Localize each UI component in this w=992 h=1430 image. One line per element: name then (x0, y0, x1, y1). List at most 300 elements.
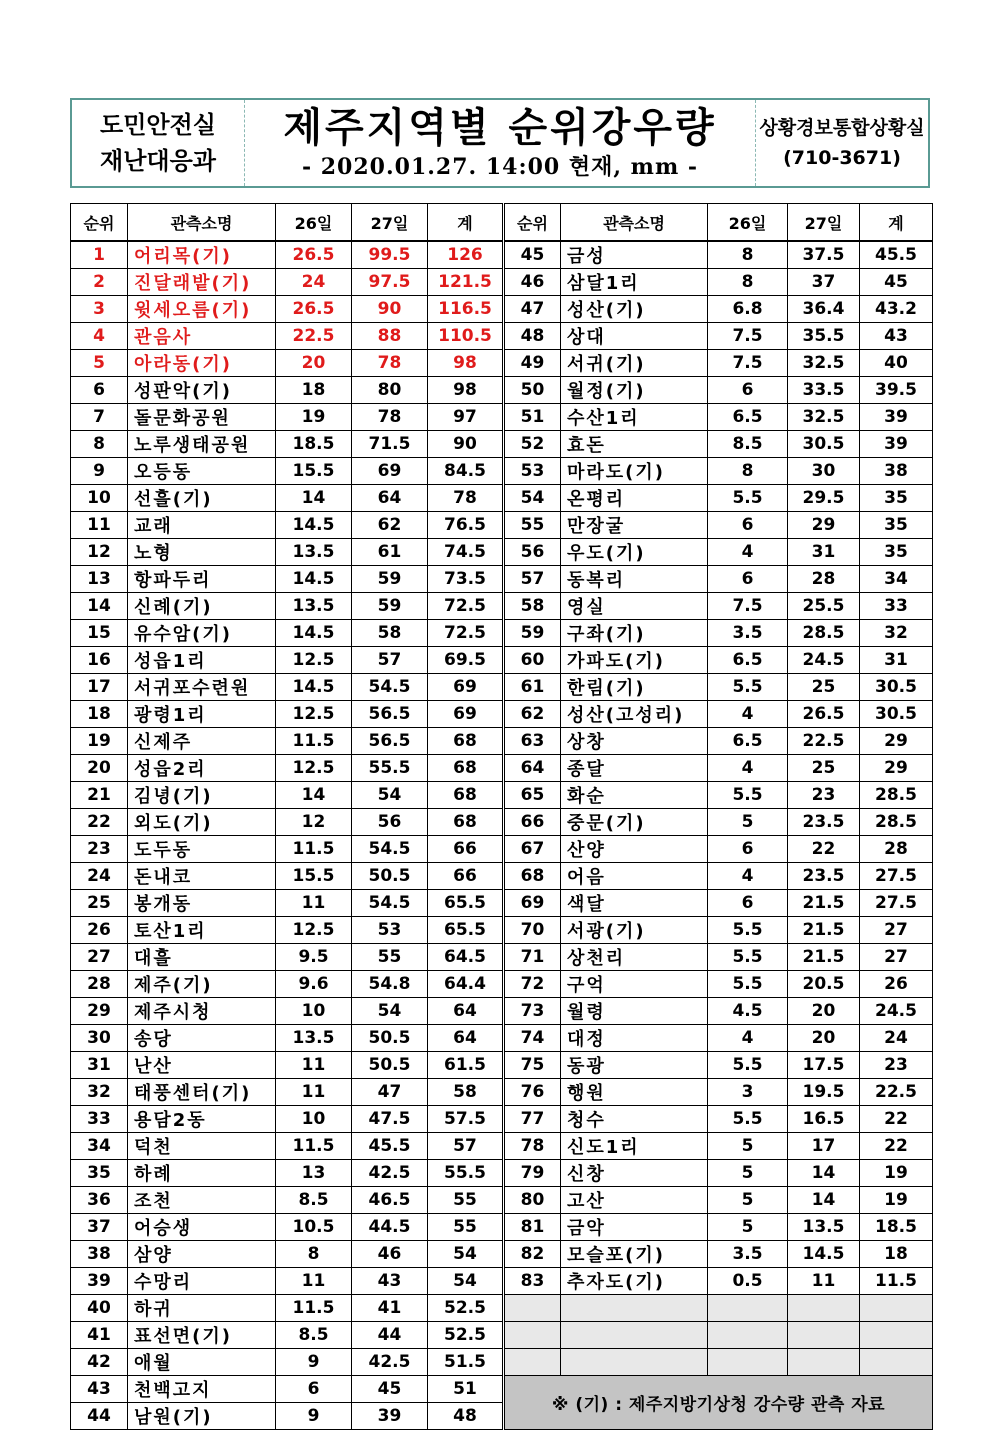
footnote: ※ (기) : 제주지방기상청 강수량 관측 자료 (504, 1376, 933, 1430)
day26-cell: 14 (276, 782, 352, 809)
rank-cell: 6 (71, 377, 128, 404)
day26-cell: 3.5 (708, 1241, 788, 1268)
rank-cell: 59 (504, 620, 561, 647)
day27-cell: 45 (352, 1376, 428, 1403)
total-cell: 126 (428, 241, 504, 269)
day27-cell: 21.5 (788, 944, 860, 971)
station-name-cell: 대정 (561, 1025, 708, 1052)
table-row (71, 539, 933, 566)
day27-cell: 80 (352, 377, 428, 404)
rank-cell: 28 (71, 971, 128, 998)
day26-cell: 24 (276, 269, 352, 296)
table-row (71, 296, 933, 323)
day27-cell: 14 (788, 1160, 860, 1187)
day26-cell: 13 (276, 1160, 352, 1187)
rank-cell: 31 (71, 1052, 128, 1079)
total-cell: 30.5 (860, 701, 933, 728)
day27-cell: 16.5 (788, 1106, 860, 1133)
day27-cell: 50.5 (352, 1052, 428, 1079)
station-name-cell: 신례(기) (128, 593, 276, 620)
day27-cell: 56.5 (352, 728, 428, 755)
station-name-cell: 표선면(기) (128, 1322, 276, 1349)
rank-cell: 9 (71, 458, 128, 485)
table-row (71, 1025, 933, 1052)
station-name-cell: 화순 (561, 782, 708, 809)
total-cell: 22 (860, 1106, 933, 1133)
day27-cell: 22 (788, 836, 860, 863)
day27-cell: 26.5 (788, 701, 860, 728)
total-cell: 58 (428, 1079, 504, 1106)
day27-cell: 21.5 (788, 890, 860, 917)
total-cell: 51.5 (428, 1349, 504, 1376)
total-cell: 39.5 (860, 377, 933, 404)
rank-cell: 63 (504, 728, 561, 755)
day27-cell: 54 (352, 782, 428, 809)
day26-cell: 14.5 (276, 620, 352, 647)
rank-cell: 20 (71, 755, 128, 782)
total-cell: 39 (860, 404, 933, 431)
day26-cell: 6 (708, 512, 788, 539)
total-cell: 66 (428, 836, 504, 863)
total-cell: 27 (860, 944, 933, 971)
total-cell: 27 (860, 917, 933, 944)
day26-cell: 3.5 (708, 620, 788, 647)
table-row (71, 809, 933, 836)
station-name-cell: 성산(기) (561, 296, 708, 323)
day27-cell: 25.5 (788, 593, 860, 620)
total-cell: 22 (860, 1133, 933, 1160)
day27-cell: 35.5 (788, 323, 860, 350)
table-row (71, 1241, 933, 1268)
total-cell: 33 (860, 593, 933, 620)
table-row (71, 241, 933, 269)
table-row (71, 755, 933, 782)
station-name-cell: 돈내코 (128, 863, 276, 890)
col-rank-left: 순위 (71, 204, 128, 242)
day27-cell: 50.5 (352, 863, 428, 890)
total-cell: 40 (860, 350, 933, 377)
day27-cell: 22.5 (788, 728, 860, 755)
rank-cell: 32 (71, 1079, 128, 1106)
station-name-cell: 천백고지 (128, 1376, 276, 1403)
rank-cell: 18 (71, 701, 128, 728)
total-cell: 28 (860, 836, 933, 863)
rank-cell: 67 (504, 836, 561, 863)
station-name-cell: 모슬포(기) (561, 1241, 708, 1268)
rank-cell: 79 (504, 1160, 561, 1187)
table-row (71, 728, 933, 755)
day26-cell: 11 (276, 890, 352, 917)
table-row (71, 647, 933, 674)
day27-cell: 58 (352, 620, 428, 647)
rank-cell: 16 (71, 647, 128, 674)
station-name-cell: 남원(기) (128, 1403, 276, 1430)
day26-cell: 8 (708, 458, 788, 485)
station-name-cell: 마라도(기) (561, 458, 708, 485)
station-name-cell: 고산 (561, 1187, 708, 1214)
station-name-cell: 하례 (128, 1160, 276, 1187)
day26-cell: 5.5 (708, 944, 788, 971)
total-cell: 43 (860, 323, 933, 350)
table-row (71, 620, 933, 647)
day26-cell: 6 (276, 1376, 352, 1403)
rank-cell: 50 (504, 377, 561, 404)
total-cell: 24.5 (860, 998, 933, 1025)
total-cell: 69.5 (428, 647, 504, 674)
rank-cell: 82 (504, 1241, 561, 1268)
day26-cell: 6 (708, 836, 788, 863)
day26-cell: 20 (276, 350, 352, 377)
station-name-cell: 삼달1리 (561, 269, 708, 296)
table-row (71, 917, 933, 944)
station-name-cell: 우도(기) (561, 539, 708, 566)
rank-cell: 62 (504, 701, 561, 728)
day27-cell: 39 (352, 1403, 428, 1430)
table-row (71, 1214, 933, 1241)
day26-cell: 14 (276, 485, 352, 512)
day26-cell: 0.5 (708, 1268, 788, 1295)
day26-cell: 12.5 (276, 647, 352, 674)
total-cell: 68 (428, 809, 504, 836)
day26-cell: 3 (708, 1079, 788, 1106)
station-name-cell: 구좌(기) (561, 620, 708, 647)
station-name-cell: 도두동 (128, 836, 276, 863)
rank-cell: 30 (71, 1025, 128, 1052)
station-name-cell: 난산 (128, 1052, 276, 1079)
station-name-cell: 윗세오름(기) (128, 296, 276, 323)
station-name-cell: 제주시청 (128, 998, 276, 1025)
total-cell: 72.5 (428, 593, 504, 620)
station-name-cell: 상창 (561, 728, 708, 755)
station-name-cell: 색달 (561, 890, 708, 917)
day27-cell: 17.5 (788, 1052, 860, 1079)
day26-cell: 5.5 (708, 917, 788, 944)
rank-cell: 17 (71, 674, 128, 701)
day26-cell: 5.5 (708, 674, 788, 701)
day26-cell: 11 (276, 1268, 352, 1295)
rank-cell: 54 (504, 485, 561, 512)
day27-cell: 14.5 (788, 1241, 860, 1268)
day26-cell: 14.5 (276, 566, 352, 593)
rank-cell: 2 (71, 269, 128, 296)
rank-cell: 78 (504, 1133, 561, 1160)
total-cell: 72.5 (428, 620, 504, 647)
day26-cell: 5.5 (708, 1106, 788, 1133)
rank-cell: 49 (504, 350, 561, 377)
total-cell: 90 (428, 431, 504, 458)
station-name-cell: 신창 (561, 1160, 708, 1187)
day26-cell: 7.5 (708, 323, 788, 350)
station-name-cell: 태풍센터(기) (128, 1079, 276, 1106)
day27-cell: 43 (352, 1268, 428, 1295)
station-name-cell: 상대 (561, 323, 708, 350)
station-name-cell: 성판악(기) (128, 377, 276, 404)
rank-cell: 15 (71, 620, 128, 647)
day27-cell: 11 (788, 1268, 860, 1295)
rank-cell: 42 (71, 1349, 128, 1376)
rank-cell: 81 (504, 1214, 561, 1241)
day27-cell: 29 (788, 512, 860, 539)
station-name-cell: 송당 (128, 1025, 276, 1052)
day27-cell: 59 (352, 593, 428, 620)
day26-cell: 5.5 (708, 485, 788, 512)
day27-cell: 90 (352, 296, 428, 323)
day27-cell: 54.5 (352, 836, 428, 863)
total-cell: 52.5 (428, 1295, 504, 1322)
table-row (71, 1376, 933, 1403)
day26-cell: 7.5 (708, 593, 788, 620)
rank-cell: 48 (504, 323, 561, 350)
office-box (755, 100, 928, 186)
rank-cell: 37 (71, 1214, 128, 1241)
day27-cell: 41 (352, 1295, 428, 1322)
station-name-cell: 성산(고성리) (561, 701, 708, 728)
day26-cell: 6 (708, 890, 788, 917)
station-name-cell: 아라동(기) (128, 350, 276, 377)
day27-cell: 54 (352, 998, 428, 1025)
station-name-cell: 산양 (561, 836, 708, 863)
day26-cell: 9.5 (276, 944, 352, 971)
station-name-cell: 김녕(기) (128, 782, 276, 809)
day27-cell: 55.5 (352, 755, 428, 782)
day27-cell: 32.5 (788, 404, 860, 431)
rank-cell: 29 (71, 998, 128, 1025)
total-cell: 19 (860, 1187, 933, 1214)
rank-cell: 58 (504, 593, 561, 620)
empty-cell (504, 1295, 561, 1322)
total-cell: 65.5 (428, 890, 504, 917)
station-name-cell: 노루생태공원 (128, 431, 276, 458)
day27-cell: 19.5 (788, 1079, 860, 1106)
day27-cell: 54.5 (352, 890, 428, 917)
day27-cell: 61 (352, 539, 428, 566)
rank-cell: 66 (504, 809, 561, 836)
total-cell: 45.5 (860, 241, 933, 269)
total-cell: 64 (428, 1025, 504, 1052)
rank-cell: 76 (504, 1079, 561, 1106)
day27-cell: 37 (788, 269, 860, 296)
day27-cell: 13.5 (788, 1214, 860, 1241)
station-name-cell: 토산1리 (128, 917, 276, 944)
rank-cell: 11 (71, 512, 128, 539)
total-cell: 121.5 (428, 269, 504, 296)
total-cell: 54 (428, 1268, 504, 1295)
table-row (71, 971, 933, 998)
station-name-cell: 하귀 (128, 1295, 276, 1322)
rank-cell: 73 (504, 998, 561, 1025)
station-name-cell: 노형 (128, 539, 276, 566)
empty-cell (708, 1349, 788, 1376)
rank-cell: 46 (504, 269, 561, 296)
day27-cell: 24.5 (788, 647, 860, 674)
station-name-cell: 어리목(기) (128, 241, 276, 269)
day26-cell: 11.5 (276, 728, 352, 755)
day26-cell: 4 (708, 1025, 788, 1052)
station-name-cell: 금성 (561, 241, 708, 269)
rank-cell: 60 (504, 647, 561, 674)
day27-cell: 62 (352, 512, 428, 539)
day27-cell: 55 (352, 944, 428, 971)
empty-cell (561, 1349, 708, 1376)
day26-cell: 8 (708, 241, 788, 269)
rank-cell: 44 (71, 1403, 128, 1430)
table-row (71, 1133, 933, 1160)
table-row (71, 512, 933, 539)
day27-cell: 99.5 (352, 241, 428, 269)
station-name-cell: 가파도(기) (561, 647, 708, 674)
col-total-right: 계 (860, 204, 933, 242)
total-cell: 35 (860, 512, 933, 539)
col-day27-left: 27일 (352, 204, 428, 242)
day26-cell: 26.5 (276, 296, 352, 323)
empty-cell (788, 1322, 860, 1349)
day27-cell: 47 (352, 1079, 428, 1106)
table-row (71, 1295, 933, 1322)
day26-cell: 12.5 (276, 701, 352, 728)
day27-cell: 28 (788, 566, 860, 593)
day26-cell: 6.5 (708, 647, 788, 674)
total-cell: 18 (860, 1241, 933, 1268)
station-name-cell: 용담2동 (128, 1106, 276, 1133)
station-name-cell: 수산1리 (561, 404, 708, 431)
day27-cell: 88 (352, 323, 428, 350)
station-name-cell: 선흘(기) (128, 485, 276, 512)
station-name-cell: 온평리 (561, 485, 708, 512)
total-cell: 68 (428, 782, 504, 809)
total-cell: 51 (428, 1376, 504, 1403)
day27-cell: 20 (788, 998, 860, 1025)
rank-cell: 83 (504, 1268, 561, 1295)
total-cell: 68 (428, 728, 504, 755)
day27-cell: 42.5 (352, 1160, 428, 1187)
office-phone: (710-3671) (783, 147, 901, 169)
day27-cell: 23 (788, 782, 860, 809)
day26-cell: 7.5 (708, 350, 788, 377)
rank-cell: 69 (504, 890, 561, 917)
rank-cell: 10 (71, 485, 128, 512)
rank-cell: 36 (71, 1187, 128, 1214)
day26-cell: 13.5 (276, 593, 352, 620)
day27-cell: 17 (788, 1133, 860, 1160)
day26-cell: 9 (276, 1349, 352, 1376)
day27-cell: 36.4 (788, 296, 860, 323)
total-cell: 28.5 (860, 809, 933, 836)
station-name-cell: 제주(기) (128, 971, 276, 998)
total-cell: 110.5 (428, 323, 504, 350)
total-cell: 64 (428, 998, 504, 1025)
rank-cell: 70 (504, 917, 561, 944)
day26-cell: 6.5 (708, 404, 788, 431)
station-name-cell: 관음사 (128, 323, 276, 350)
table-row (71, 782, 933, 809)
total-cell: 27.5 (860, 863, 933, 890)
day27-cell: 37.5 (788, 241, 860, 269)
day26-cell: 12.5 (276, 755, 352, 782)
day27-cell: 64 (352, 485, 428, 512)
total-cell: 30.5 (860, 674, 933, 701)
day26-cell: 14.5 (276, 674, 352, 701)
day26-cell: 10 (276, 1106, 352, 1133)
station-name-cell: 서귀포수련원 (128, 674, 276, 701)
station-name-cell: 월정(기) (561, 377, 708, 404)
rank-cell: 68 (504, 863, 561, 890)
total-cell: 74.5 (428, 539, 504, 566)
empty-cell (708, 1322, 788, 1349)
day26-cell: 13.5 (276, 539, 352, 566)
rank-cell: 45 (504, 241, 561, 269)
station-name-cell: 교래 (128, 512, 276, 539)
day27-cell: 25 (788, 674, 860, 701)
page-subtitle: - 2020.01.27. 14:00 현재, mm - (301, 154, 699, 180)
rank-cell: 72 (504, 971, 561, 998)
day27-cell: 54.5 (352, 674, 428, 701)
total-cell: 73.5 (428, 566, 504, 593)
day27-cell: 23.5 (788, 863, 860, 890)
total-cell: 98 (428, 377, 504, 404)
table-header-row (71, 204, 933, 242)
day26-cell: 12 (276, 809, 352, 836)
col-day26-left: 26일 (276, 204, 352, 242)
total-cell: 55 (428, 1187, 504, 1214)
station-name-cell: 청수 (561, 1106, 708, 1133)
report-header (70, 98, 930, 188)
rank-cell: 24 (71, 863, 128, 890)
station-name-cell: 어승생 (128, 1214, 276, 1241)
total-cell: 18.5 (860, 1214, 933, 1241)
day27-cell: 29.5 (788, 485, 860, 512)
total-cell: 55.5 (428, 1160, 504, 1187)
rank-cell: 8 (71, 431, 128, 458)
empty-cell (788, 1295, 860, 1322)
table-row (71, 404, 933, 431)
total-cell: 39 (860, 431, 933, 458)
day26-cell: 11.5 (276, 1133, 352, 1160)
rank-cell: 53 (504, 458, 561, 485)
table-row (71, 1052, 933, 1079)
table-row (71, 431, 933, 458)
table-row (71, 1160, 933, 1187)
total-cell: 52.5 (428, 1322, 504, 1349)
rank-cell: 47 (504, 296, 561, 323)
rank-cell: 41 (71, 1322, 128, 1349)
station-name-cell: 만장굴 (561, 512, 708, 539)
day26-cell: 5 (708, 809, 788, 836)
day27-cell: 32.5 (788, 350, 860, 377)
day26-cell: 10.5 (276, 1214, 352, 1241)
col-rank-right: 순위 (504, 204, 561, 242)
table-row (71, 944, 933, 971)
total-cell: 26 (860, 971, 933, 998)
rank-cell: 52 (504, 431, 561, 458)
day26-cell: 10 (276, 998, 352, 1025)
day27-cell: 44.5 (352, 1214, 428, 1241)
rank-cell: 39 (71, 1268, 128, 1295)
table-row (71, 1349, 933, 1376)
station-name-cell: 외도(기) (128, 809, 276, 836)
page-title: 제주지역별 순위강우량 (283, 105, 717, 151)
day27-cell: 21.5 (788, 917, 860, 944)
total-cell: 84.5 (428, 458, 504, 485)
station-name-cell: 동복리 (561, 566, 708, 593)
department-line1: 도민안전실 (100, 111, 216, 139)
empty-cell (788, 1349, 860, 1376)
station-name-cell: 진달래밭(기) (128, 269, 276, 296)
day27-cell: 42.5 (352, 1349, 428, 1376)
empty-cell (860, 1295, 933, 1322)
col-station-left: 관측소명 (128, 204, 276, 242)
station-name-cell: 유수암(기) (128, 620, 276, 647)
department-line2: 재난대응과 (100, 147, 216, 175)
